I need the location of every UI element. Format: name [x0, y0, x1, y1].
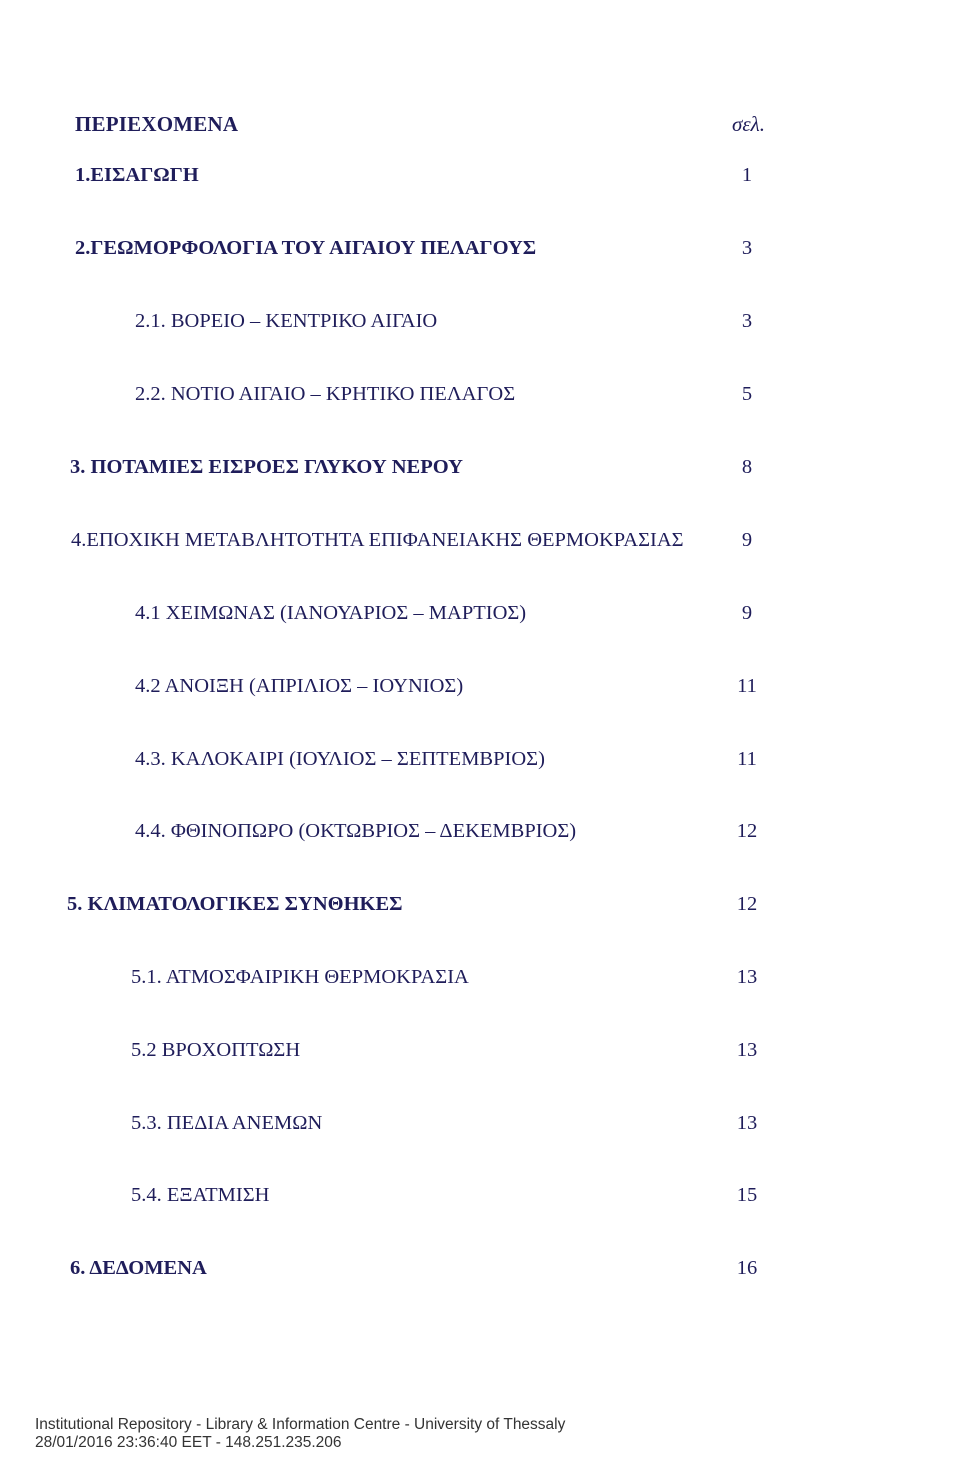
toc-entry-label: 2.2. ΝΟΤΙΟ ΑΙΓΑΙΟ – ΚΡΗΤΙΚΟ ΠΕΛΑΓΟΣ — [135, 383, 516, 405]
toc-entry-label: 2.1. ΒΟΡΕΙΟ – ΚΕΝΤΡΙΚΟ ΑΙΓΑΙΟ — [135, 310, 438, 332]
toc-entry-page: 13 — [736, 1112, 758, 1134]
page-column-label: σελ. — [732, 112, 765, 136]
toc-entry[interactable] — [75, 748, 775, 778]
toc-entry[interactable] — [75, 310, 775, 340]
toc-entry-label: 5.1. ΑΤΜΟΣΦΑΙΡΙΚΗ ΘΕΡΜΟΚΡΑΣΙΑ — [131, 966, 469, 988]
toc-entry[interactable] — [75, 1039, 775, 1069]
toc-entry-page: 8 — [741, 456, 753, 478]
toc-entry-label: 4.3. ΚΑΛΟΚΑΙΡΙ (ΙΟΥΛΙΟΣ – ΣΕΠΤΕΜΒΡΙΟΣ) — [135, 748, 545, 770]
toc-entry-label: 4.4. ΦΘΙΝΟΠΩΡΟ (ΟΚΤΩΒΡΙΟΣ – ΔΕΚΕΜΒΡΙΟΣ) — [135, 820, 577, 842]
toc-entry[interactable] — [75, 237, 775, 267]
toc-entry-page: 16 — [736, 1257, 758, 1279]
toc-entry-label: 6. ΔΕΔΟΜΕΝΑ — [70, 1257, 207, 1279]
toc-entry[interactable] — [71, 529, 775, 559]
toc-entry-label: 2.ΓΕΩΜΟΡΦΟΛΟΓΙΑ ΤΟΥ ΑΙΓΑΙΟΥ ΠΕΛΑΓΟΥΣ — [75, 237, 537, 259]
toc-entry[interactable] — [70, 456, 775, 486]
toc-entry-page: 12 — [736, 893, 758, 915]
toc-entry-page: 13 — [736, 966, 758, 988]
toc-entry-label: 1.ΕΙΣΑΓΩΓΗ — [75, 164, 199, 186]
toc-entry[interactable] — [75, 966, 775, 996]
toc-entry-label: 5.4. ΕΞΑΤΜΙΣΗ — [131, 1184, 270, 1206]
toc-entry-page: 1 — [741, 164, 753, 186]
page-title: ΠΕΡΙΕΧΟΜΕΝΑ — [75, 112, 239, 136]
toc-entry-label: 4.1 ΧΕΙΜΩΝΑΣ (ΙΑΝΟΥΑΡΙΟΣ – ΜΑΡΤΙΟΣ) — [135, 602, 527, 624]
toc-entry-page: 9 — [741, 529, 753, 551]
toc-entry[interactable] — [75, 820, 775, 850]
toc-entry-label: 5.2 ΒΡΟΧΟΠΤΩΣΗ — [131, 1039, 301, 1061]
toc-entry[interactable] — [75, 675, 775, 705]
toc-entry[interactable] — [67, 893, 775, 923]
repository-footer — [35, 1416, 565, 1452]
toc-entry-page: 13 — [736, 1039, 758, 1061]
toc-entry-label: 5.3. ΠΕΔΙΑ ΑΝΕΜΩΝ — [131, 1112, 323, 1134]
toc-entry-page: 3 — [741, 237, 753, 259]
toc-entry[interactable] — [70, 1257, 775, 1287]
toc-entry-label: 4.ΕΠΟΧΙΚΗ ΜΕΤΑΒΛΗΤΟΤΗΤΑ ΕΠΙΦΑΝΕΙΑΚΗΣ ΘΕΡΜΟΚΡΑΣΙΑΣ — [71, 529, 684, 551]
toc-entry[interactable] — [75, 602, 775, 632]
toc-entry-page: 12 — [736, 820, 758, 842]
footer-repository-line: Institutional Repository - Library & Information Centre - University of Thessaly — [35, 1416, 566, 1433]
footer-timestamp-line: 28/01/2016 23:36:40 EET - 148.251.235.206 — [35, 1434, 342, 1451]
toc-entry-label: 4.2 ΑΝΟΙΞΗ (ΑΠΡΙΛΙΟΣ – ΙΟΥΝΙΟΣ) — [135, 675, 464, 697]
toc-entry-label: 5. ΚΛΙΜΑΤΟΛΟΓΙΚΕΣ ΣΥΝΘΗΚΕΣ — [67, 893, 403, 915]
toc-entry[interactable] — [75, 1184, 775, 1214]
toc-entry-page: 11 — [737, 675, 757, 697]
toc-entry[interactable] — [75, 164, 775, 194]
toc-entry-page: 9 — [741, 602, 753, 624]
toc-entry-page: 15 — [736, 1184, 758, 1206]
toc-entry-label: 3. ΠΟΤΑΜΙΕΣ ΕΙΣΡΟΕΣ ΓΛΥΚΟΥ ΝΕΡΟΥ — [70, 456, 463, 478]
toc-entry-page: 5 — [741, 383, 753, 405]
toc-entry[interactable] — [75, 1112, 775, 1142]
toc-entry-page: 11 — [737, 748, 757, 770]
toc-entry-page: 3 — [741, 310, 753, 332]
toc-entry[interactable] — [75, 383, 775, 413]
